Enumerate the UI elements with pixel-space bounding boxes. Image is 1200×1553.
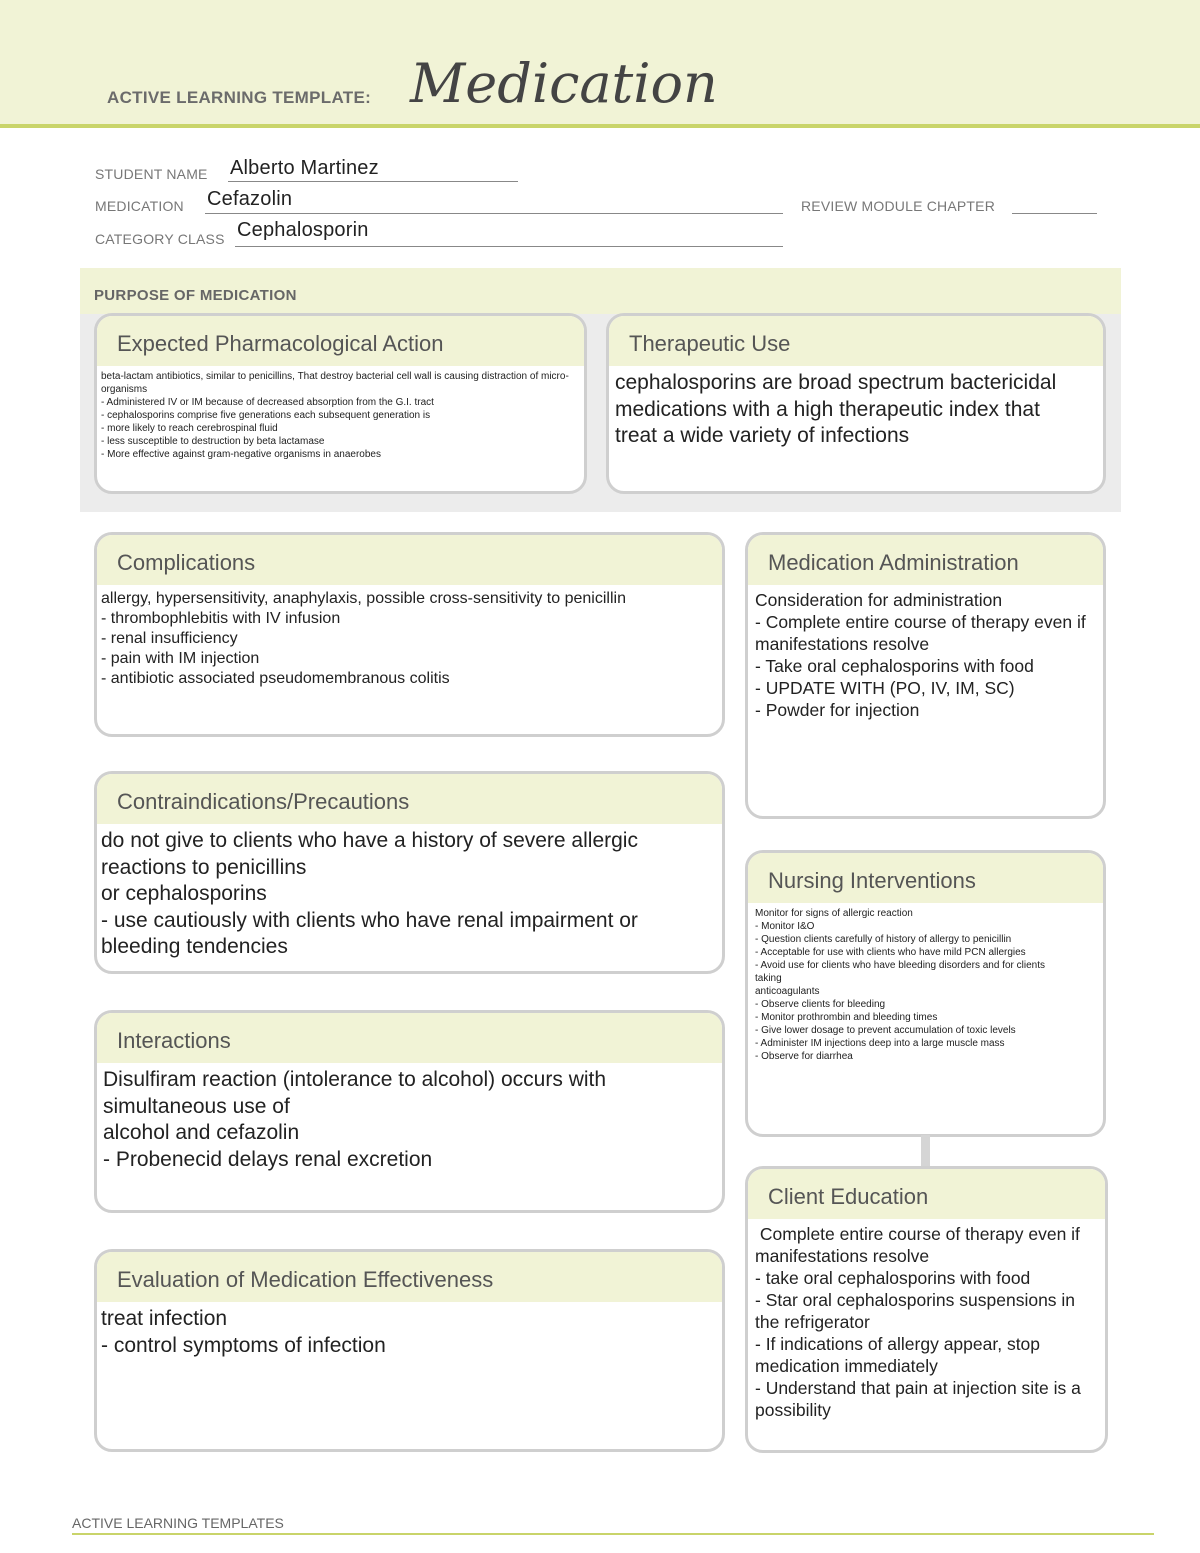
interactions-title: Interactions xyxy=(97,1013,722,1063)
administration-title: Medication Administration xyxy=(748,535,1103,585)
review-module-label: REVIEW MODULE CHAPTER xyxy=(801,198,995,214)
expected-action-box xyxy=(94,313,587,494)
category-class-line xyxy=(235,246,783,247)
administration-text[interactable]: Consideration for administration - Complete entire course of therapy even if manifestations resolve - Take oral cephalosporins with food - UPDATE WITH (PO, IV, IM, SC) - Powder for injection xyxy=(755,590,1086,720)
page-title: Medication xyxy=(410,52,718,115)
template-label: ACTIVE LEARNING TEMPLATE: xyxy=(107,88,372,107)
complications-title: Complications xyxy=(97,535,722,585)
nursing-box xyxy=(745,850,1106,1137)
expected-action-title: Expected Pharmacological Action xyxy=(97,316,584,366)
client-education-title: Client Education xyxy=(748,1169,1105,1219)
header-divider xyxy=(0,124,1200,128)
review-module-row xyxy=(801,198,995,214)
client-education-text[interactable]: Complete entire course of therapy even if manifestations resolve - take oral cephalosporins with food - Star oral cephalosporins suspensions in the refrigerator - If indications of allergy appear, stop medication immediately - Understand that pain at injection site is a possibility xyxy=(755,1224,1081,1420)
contraindications-title: Contraindications/Precautions xyxy=(97,774,722,824)
medication-label: MEDICATION xyxy=(95,198,184,214)
category-class-label: CATEGORY CLASS xyxy=(95,231,225,247)
box-connector xyxy=(921,1135,930,1166)
therapeutic-use-box xyxy=(606,313,1106,494)
student-name-field[interactable]: Alberto Martinez xyxy=(230,157,379,179)
student-name-label: STUDENT NAME xyxy=(95,166,208,182)
evaluation-box xyxy=(94,1249,725,1452)
complications-box xyxy=(94,532,725,737)
contraindications-box xyxy=(94,771,725,974)
expected-action-text[interactable]: beta-lactam antibiotics, similar to penicillins, That destroy bacterial cell wall is causing distraction of micro-organisms - Administered IV or IM because of decreased absorption from the G.I. tract - cephalosporins comprise five generations each subsequent generation is - more likely to reach cerebrospinal fluid - less susceptible to destruction by beta lactamase - More effective against gram-negative organisms in anaerobes xyxy=(101,371,569,460)
interactions-text[interactable]: Disulfiram reaction (intolerance to alcohol) occurs with simultaneous use of alcohol and cefazolin - Probenecid delays renal excretion xyxy=(103,1068,607,1171)
therapeutic-use-title: Therapeutic Use xyxy=(609,316,1103,366)
medication-row xyxy=(95,188,293,214)
review-module-field[interactable] xyxy=(1012,213,1097,214)
complications-text[interactable]: allergy, hypersensitivity, anaphylaxis, possible cross-sensitivity to penicillin - thrombophlebitis with IV infusion - renal insufficiency - pain with IM injection - antibiotic associated pseudomembranous colitis xyxy=(101,590,626,687)
student-name-row xyxy=(95,157,379,182)
footer-label: ACTIVE LEARNING TEMPLATES xyxy=(72,1515,284,1531)
student-name-line xyxy=(228,181,518,182)
footer-divider xyxy=(72,1533,1154,1535)
evaluation-text[interactable]: treat infection - control symptoms of infection xyxy=(101,1307,386,1357)
evaluation-title: Evaluation of Medication Effectiveness xyxy=(97,1252,722,1302)
category-class-field[interactable]: Cephalosporin xyxy=(237,219,369,241)
contraindications-text[interactable]: do not give to clients who have a history of severe allergic reactions to penicillins or cephalosporins - use cautiously with clients who have renal impairment or bleeding tendencies xyxy=(101,829,638,958)
therapeutic-use-text[interactable]: cephalosporins are broad spectrum bactericidal medications with a high therapeutic index that treat a wide variety of infections xyxy=(615,371,1063,447)
medication-field[interactable]: Cefazolin xyxy=(207,188,293,210)
purpose-label: PURPOSE OF MEDICATION xyxy=(94,287,297,304)
medication-line xyxy=(205,213,783,214)
administration-box xyxy=(745,532,1106,819)
nursing-text[interactable]: Monitor for signs of allergic reaction - Monitor I&O - Question clients carefully of history of allergy to penicillin - Acceptable for use with clients who have mild PCN allergies - Avoid use for clients who have bleeding disorders and for clients taking anticoagulants - Observe clients for bleeding - Monitor prothrombin and bleeding times - Give lower dosage to prevent accumulation of toxic levels - Administer IM injections deep into a large muscle mass - Observe for diarrhea xyxy=(755,908,1045,1062)
client-education-box xyxy=(745,1166,1108,1453)
interactions-box xyxy=(94,1010,725,1213)
nursing-title: Nursing Interventions xyxy=(748,853,1103,903)
category-class-row xyxy=(95,219,369,247)
